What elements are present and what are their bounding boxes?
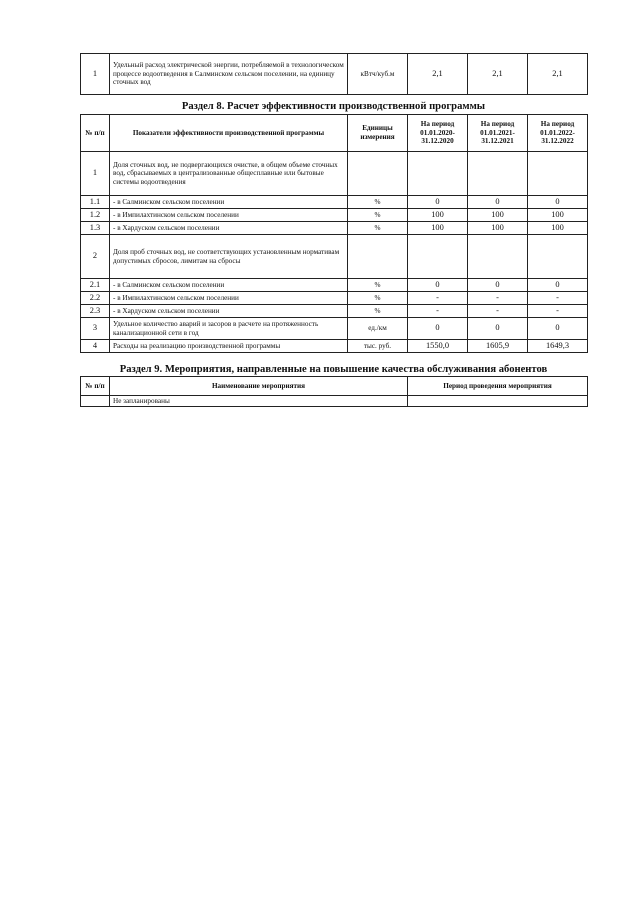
unit-cell: % [348,305,408,318]
energy-consumption-table [80,53,588,95]
value-2021: 2,1 [468,54,528,95]
indicator-name: Удельный расход электрической энергии, потребляемой в технологическом процессе водоотведения в Салминском сельском поселении, на единицу сточных вод [110,54,348,95]
value-2021: 0 [468,196,528,209]
value-2020: 1550,0 [408,340,468,353]
value-2022: 0 [528,279,588,292]
indicator-name: - в Салминском сельском поселении [110,279,348,292]
value-2020: 100 [408,222,468,235]
measure-period [408,396,588,407]
value-2020: 0 [408,279,468,292]
value-2021: 100 [468,222,528,235]
section-9-title: Раздел 9. Мероприятия, направленные на повышение качества обслуживания абонентов [119,364,548,375]
table-row [81,222,588,235]
unit-cell: кВтч/куб.м [348,54,408,95]
measures-table-body [81,396,588,407]
table-row [81,235,588,279]
measure-name: Не запланированы [110,396,408,407]
value-2021 [468,235,528,279]
value-2021: - [468,292,528,305]
table-header-row [81,377,588,396]
row-number: 2 [81,235,110,279]
table-row [81,152,588,196]
unit-cell: % [348,292,408,305]
unit-cell: тыс. руб. [348,340,408,353]
header-period-2021: На период 01.01.2021-31.12.2021 [468,115,528,152]
efficiency-table-body [81,152,588,353]
header-period-2022: На период 01.01.2022-31.12.2022 [528,115,588,152]
value-2022: 0 [528,196,588,209]
unit-cell: % [348,209,408,222]
row-number: 1.3 [81,222,110,235]
value-2021 [468,152,528,196]
value-2020: 0 [408,318,468,340]
table-header-row [81,115,588,152]
row-number: 1 [81,54,110,95]
unit-cell: ед./км [348,318,408,340]
value-2022: 1649,3 [528,340,588,353]
row-number: 2.2 [81,292,110,305]
table-row [81,340,588,353]
indicator-name: Удельное количество аварий и засоров в расчете на протяженность канализационной сети в год [110,318,348,340]
row-number: 3 [81,318,110,340]
header-measure-name: Наименование мероприятия [110,377,408,396]
indicator-name: Доля сточных вод, не подвергающихся очистке, в общем объеме сточных вод, сбрасываемых в централизованные общесплавные или бытовые системы водоотведения [110,152,348,196]
unit-cell: % [348,196,408,209]
value-2022: 0 [528,318,588,340]
value-2021: 0 [468,318,528,340]
value-2021: 0 [468,279,528,292]
value-2020 [408,235,468,279]
value-2022: 100 [528,209,588,222]
value-2021: - [468,305,528,318]
row-number: 1.2 [81,209,110,222]
value-2022: - [528,305,588,318]
table-row [81,305,588,318]
table-row [81,396,588,407]
value-2021: 100 [468,209,528,222]
unit-cell: % [348,222,408,235]
table-row [81,318,588,340]
header-number: № п/п [81,377,110,396]
row-number: 1 [81,152,110,196]
row-number: 2.1 [81,279,110,292]
table-row [81,54,588,95]
row-number: 4 [81,340,110,353]
table-row [81,209,588,222]
indicator-name: - в Импилахтинском сельском поселении [110,209,348,222]
value-2021: 1605,9 [468,340,528,353]
row-number: 2.3 [81,305,110,318]
indicator-name: - в Импилахтинском сельском поселении [110,292,348,305]
unit-cell [348,235,408,279]
header-measure-period: Период проведения мероприятия [408,377,588,396]
header-period-2020: На период 01.01.2020-31.12.2020 [408,115,468,152]
value-2022: - [528,292,588,305]
value-2020: 100 [408,209,468,222]
value-2020: - [408,305,468,318]
table-row [81,292,588,305]
value-2022 [528,235,588,279]
value-2020 [408,152,468,196]
value-2022 [528,152,588,196]
indicator-name: - в Салминском сельском поселении [110,196,348,209]
unit-cell: % [348,279,408,292]
header-number: № п/п [81,115,110,152]
efficiency-table [80,114,588,353]
value-2022: 2,1 [528,54,588,95]
value-2020: 2,1 [408,54,468,95]
measures-table [80,376,588,407]
unit-cell [348,152,408,196]
value-2020: 0 [408,196,468,209]
indicator-name: Доля проб сточных вод, не соответствующих установленным нормативам допустимых сбросов, лимитам на сбросы [110,235,348,279]
header-indicator: Показатели эффективности производственной программы [110,115,348,152]
value-2022: 100 [528,222,588,235]
row-number: 1.1 [81,196,110,209]
value-2020: - [408,292,468,305]
table-row [81,196,588,209]
row-number [81,396,110,407]
indicator-name: - в Хардуском сельском поселении [110,222,348,235]
table-row [81,279,588,292]
indicator-name: - в Хардуском сельском поселении [110,305,348,318]
header-unit: Единицы измерения [348,115,408,152]
indicator-name: Расходы на реализацию производственной программы [110,340,348,353]
section-8-title: Раздел 8. Расчет эффективности производственной программы [181,101,486,112]
